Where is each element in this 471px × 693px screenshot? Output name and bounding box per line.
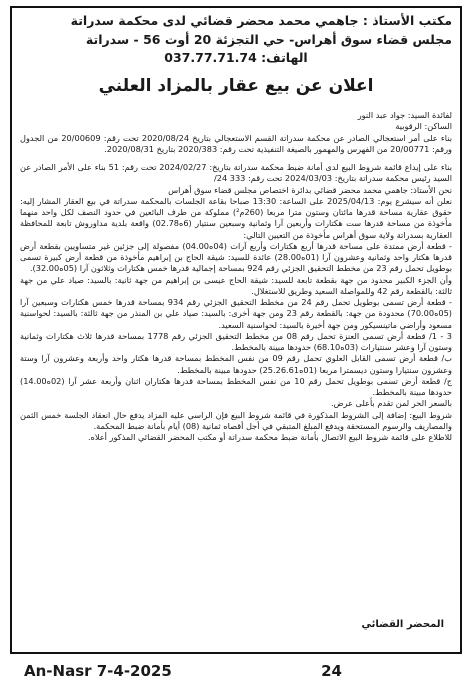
sale-announcement-paragraph: نعلن أنه سيشرع يوم: 2025/04/13 على الساعة: 13:30 صباحا بقاعة الجلسات بالمحكمة سدراتة في بيع العقار المشار إليه: حقوق عقارية مساحة قدرها مائتان وستون مترا مربعا (260م²) مملوكة من طرف البائعين في حدود النصف لكل واحد منهما مأخوذة من مساحة قدرها ست هكتارات وأربعين آرا وثمانية وسبعين سنتيار (6ه02.78) واقعة بلدية مداوروش تابعة للمحافظة العقارية بسدراتة ولاية سوق أهراس مأخوذة من التعيين التالي: [20,195,452,240]
page-number: 24 [321,662,342,680]
page-footer [10,656,462,686]
boundaries-paragraph: وأن الجزء الكبير محدود من جهة بقطعة تابعة للسيد: شيقة الحاج عيسى بن إبراهيم من جهة ثانية: بالسيد: صياد علي من جهة ثالثة: بالقطعة رقم 42 وللمواصلة السعيد وطريق للاستغلال. [20,274,452,296]
deposit-paragraph: بناء على إيداع قائمة شروط البيع لدى أمانة ضبط محكمة سدراتة بتاريخ: 2024/02/27 تحت رقم: 51 بناء على الأمر الصادر عن السيد رئيس محكمة سدراتة بتاريخ: 2024/03/03 تحت رقم: 333 24/ [20,162,452,184]
parcel-paragraph-3a: 3 - 1/ قطعة أرض تسمى العنزة تحمل رقم 08 من مخطط التحقيق الجزئي رقم 1778 بمساحة قدرها ثلاث هكتارات وثمانية وستون آرا وعشر سنتيارات (03ه68.10) حدودها مبينة بالمخطط. [20,330,452,352]
auction-notice [10,6,462,654]
parcel-paragraph-2: - قطعة أرض تسمى بوطويل تحمل رقم 24 من مخطط التحقيق الجزئي رقم 934 بمساحة قدرها خمس هكتارات وسبعين آرا (05ه70.00) محدودة من جهة: بالقطعة رقم 23 ومن جهة أخرى: بالسيد: صياد علي بن المنذر من جهة ثالثة: بالسيد: لحواسنية مسعود وأراضي ماتينسيكور ومن جهة أخيرة بالسيد: لحواسنية السعيد. [20,297,452,330]
sale-conditions-paragraph: شروط البيع: إضافة إلى الشروط المذكورة في قائمة شروط البيع فإن الراسي عليه المزاد يدفع حال انعقاد الجلسة خمس الثمن والمصاريف والرسوم المستحقة ويدفع المبلغ المتبقي في أجل أقصاه ثمانية (08) أيام بأمانة ضبط المحكمة. [20,409,452,431]
bailiff-signature: المحضر القضائي [361,619,444,630]
court-address-line: مجلس قضاء سوق أهراس- حي التجزئة 20 أوت 56 - سدراتة [85,32,452,47]
parcel-paragraph-1: - قطعة أرض ممتدة على مساحة قدرها أربع هكتارات وأربع آرات (04ه04.00) مفصولة إلى جزئين غير متساويين بقطعة أرض قدرها هكتار واحد وثمانية وعشرون آرا (01ه28.00) عائدة للسيد: شيقة الحاج بن إبراهيم مأخوذة من قطعة أرض كبيرة تسمى بوطويل تحمل رقم 23 من مخطط التحقيق الجزئي رقم 924 بمساحة إجمالية قدرها خمس هكتارات وثلاثون آرا (05ه32.00). [20,240,453,274]
parcel-paragraph-3b: ب/ قطعة أرض تسمى القابل العلوي تحمل رقم 09 من نفس المخطط بمساحة قدرها هكتار واحد وأربعة وعشرون آرا وستة وعشرون سنتيارا وستون ديسمترا مربعا (01ه25.26.61) حدودها مبينة بالمخطط. [20,353,452,375]
bailiff-line: نحن الأستاذ: جاهمي محمد محضر قضائي بدائرة اختصاص مجلس قضاء سوق أهراس [168,184,452,195]
price-line: بالسعر الحر لمن تقدم بأعلى عرض. [331,398,452,409]
consultation-paragraph: للاطلاع على قائمة شروط البيع الاتصال بأمانة ضبط محكمة سدراتة أو مكتب المحضر القضائي المذكور أعلاه. [87,432,452,442]
notice-header [12,8,460,66]
notice-title: اعلان عن بيع عقار بالمزاد العلني [98,76,374,96]
beneficiary-line: لفائدة السيد: جواد عبد النور [357,110,452,120]
office-line: مكتب الأستاذ : جاهمي محمد محضر قضائي لدى محكمة سدراتة [70,13,452,28]
residence-line: الساكن: الرقوبية [395,121,452,132]
phone-line: الهاتف: 037.77.71.74 [164,50,308,65]
publication-date: An-Nasr 7-4-2025 [24,662,172,680]
court-order-paragraph: بناء على أمر استعجالي الصادر عن محكمة سدراتة القسم الاستعجالي بتاريخ 2020/08/24 تحت رقم: 20/00609 من الجدول ورقم: 20/00771 من الفهرس والمهمور بالصيغة التنفيذية تحت رقم: 2020/383 بتاريخ 2020/08/31. [20,132,452,154]
notice-body [12,110,460,443]
parcel-paragraph-3c: ج/ قطعة أرض تسمى بوطويل تحمل رقم 10 من نفس المخطط بمساحة قدرها هكتاران اثنان وأربعة عشر آرا (02ه14.00) حدودها مبينة بالمخطط. [20,375,452,397]
